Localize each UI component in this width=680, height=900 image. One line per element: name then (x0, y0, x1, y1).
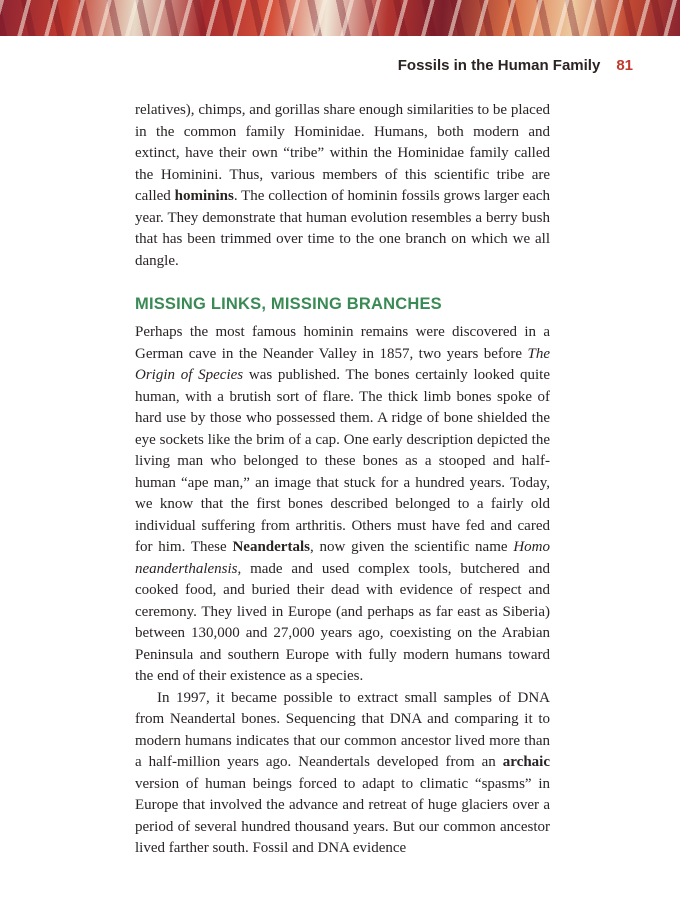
running-header (0, 57, 680, 75)
text-run: , made and used complex tools, butchered and cooked food, and buried their dead with evidence of respect and ceremony. They lived in Europe (and perhaps as far east as Siberia) between 130,000 and 27,000 years ago, coexisting on the Arabian Peninsula and southern Europe with fully modern humans toward the end of their existence as a species. (135, 560, 550, 684)
running-header-title: Fossils in the Human Family (397, 57, 601, 74)
decorative-banner-image (0, 0, 680, 36)
text-run: Perhaps the most famous hominin remains were discovered in a German cave in the Neander Valley in 1857, two years before (135, 324, 550, 362)
text-run: was published. The bones certainly looked quite human, with a brutish sort of flare. The thick limb bones spoke of hard use by those who possessed them. A ridge of bone shielded the eye sockets like the brim of a cap. One early description depicted the living man who belonged to these bones as a stooped and half-human “ape man,” an image that stuck for a hundred years. Today, we know that the first bones described belonged to a fairly old individual suffering from arthritis. Others must have fed and cared for him. These (135, 367, 550, 555)
text-run: , now given the scientific name (309, 539, 514, 555)
bold-term: Neandertals (232, 539, 310, 555)
bold-term: archaic (502, 754, 550, 770)
italic-title: Homo neanderthalensis (135, 539, 550, 577)
italic-title: The Origin of Species (135, 345, 550, 383)
body-paragraph (135, 688, 550, 860)
text-run: version of human beings forced to adapt to climatic “spasms” in Europe that involved the advance and retreat of huge glaciers over a period of several hundred thousand years. But our common ancestor lived farther south. Fossil and DNA evidence (135, 775, 550, 856)
text-run: In 1997, it became possible to extract small samples of DNA from Neandertal bones. Sequencing that DNA and comparing it to modern humans indicates that our common ancestor lived more than a half-million years ago. Neandertals developed from an (135, 689, 550, 770)
text-run: . The collection of hominin fossils grows larger each year. They demonstrate that human evolution resembles a berry bush that has been trimmed over time to the one branch on which we all dangle. (135, 188, 551, 269)
body-paragraph (135, 322, 550, 688)
page-content (135, 100, 550, 860)
text-run: relatives), chimps, and gorillas share enough similarities to be placed in the common family Hominidae. Humans, both modern and extinct, have their own “tribe” within the Hominidae family called the Hominini. Thus, various members of this scientific tribe are called (135, 102, 550, 204)
page-number: 81 (616, 57, 633, 74)
bold-term: hominins (174, 188, 234, 204)
body-paragraph (135, 100, 550, 272)
section-heading: MISSING LINKS, MISSING BRANCHES (135, 295, 442, 313)
